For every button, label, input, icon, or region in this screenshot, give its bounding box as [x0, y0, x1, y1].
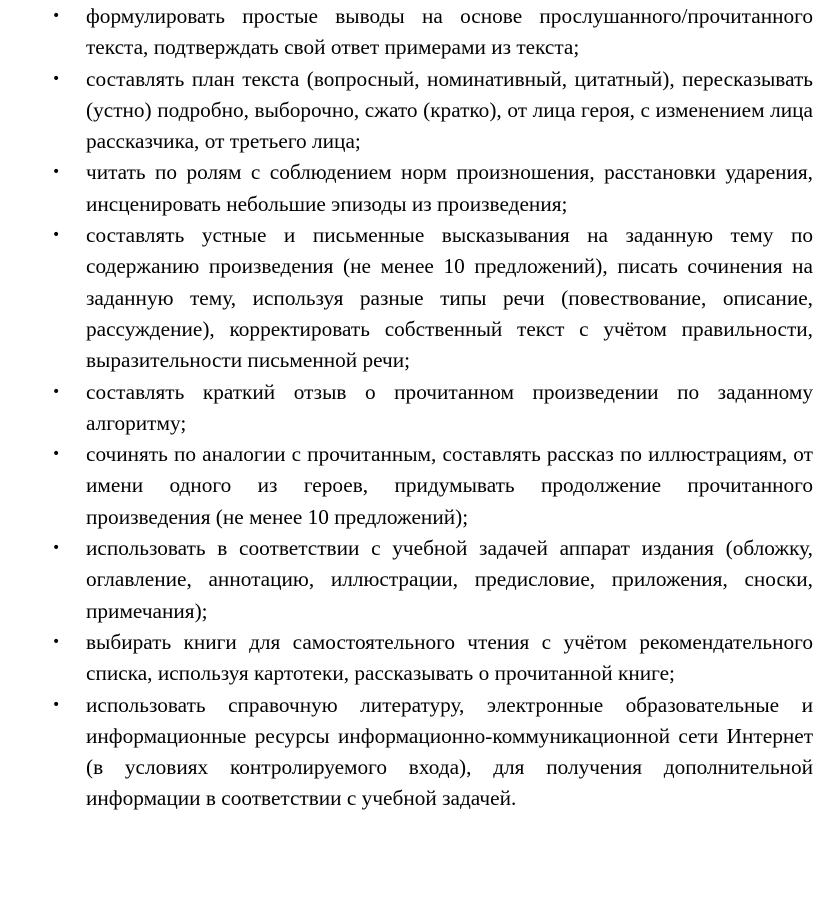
bullet-icon: • — [52, 446, 61, 463]
list-item — [0, 439, 816, 533]
bullet-icon: • — [52, 696, 61, 713]
list-item-text: использовать справочную литературу, электронные образовательные и информационные ресурсы информационно-коммуникационной сети Интернет (в условиях контролируемого входа), для получения дополнительной информации в соответствии с учебной задачей. — [86, 692, 813, 811]
bullet-icon: • — [52, 8, 61, 24]
bullet-icon: • — [52, 164, 61, 181]
bullet-icon: • — [52, 540, 61, 557]
list-item-text: читать по ролям с соблюдением норм произношения, расстановки ударения, инсценировать небольшие эпизоды из произведения; — [86, 160, 813, 216]
list-item — [0, 64, 816, 158]
list-item — [0, 533, 816, 627]
list-item-text: формулировать простые выводы на основе прослушанного/прочитанного текста, подтверждать свой ответ примерами из текста; — [86, 4, 813, 60]
bullet-list — [0, 1, 816, 815]
bullet-icon: • — [52, 227, 61, 244]
list-item — [0, 157, 816, 220]
list-item — [0, 690, 816, 815]
list-item-text: использовать в соответствии с учебной задачей аппарат издания (обложку, оглавление, аннотацию, иллюстрации, предисловие, приложения, сноски, примечания); — [86, 536, 813, 623]
list-item — [0, 377, 816, 440]
list-item — [0, 627, 816, 690]
list-item-text: сочинять по аналогии с прочитанным, составлять рассказ по иллюстрациям, от имени одного из героев, придумывать продолжение прочитанного произведения (не менее 10 предложений); — [86, 442, 813, 529]
list-item — [0, 1, 816, 64]
list-item-text: составлять устные и письменные высказывания на заданную тему по содержанию произведения (не менее 10 предложений), писать сочинения на заданную тему, используя разные типы речи (повествование, описание, рассуждение), корректировать собственный текст с учётом правильности, выразительности письменной речи; — [86, 223, 813, 373]
list-item-text: составлять план текста (вопросный, номинативный, цитатный), пересказывать (устно) подробно, выборочно, сжато (кратко), от лица героя, с изменением лица рассказчика, от третьего лица; — [86, 66, 813, 154]
bullet-icon: • — [52, 633, 61, 650]
list-item — [0, 220, 816, 376]
bullet-icon: • — [52, 70, 61, 87]
list-item-text: выбирать книги для самостоятельного чтения с учётом рекомендательного списка, используя картотеки, рассказывать о прочитанной книге; — [86, 629, 813, 686]
bullet-icon: • — [52, 383, 61, 400]
list-item-text: составлять краткий отзыв о прочитанном произведении по заданному алгоритму; — [86, 379, 813, 435]
